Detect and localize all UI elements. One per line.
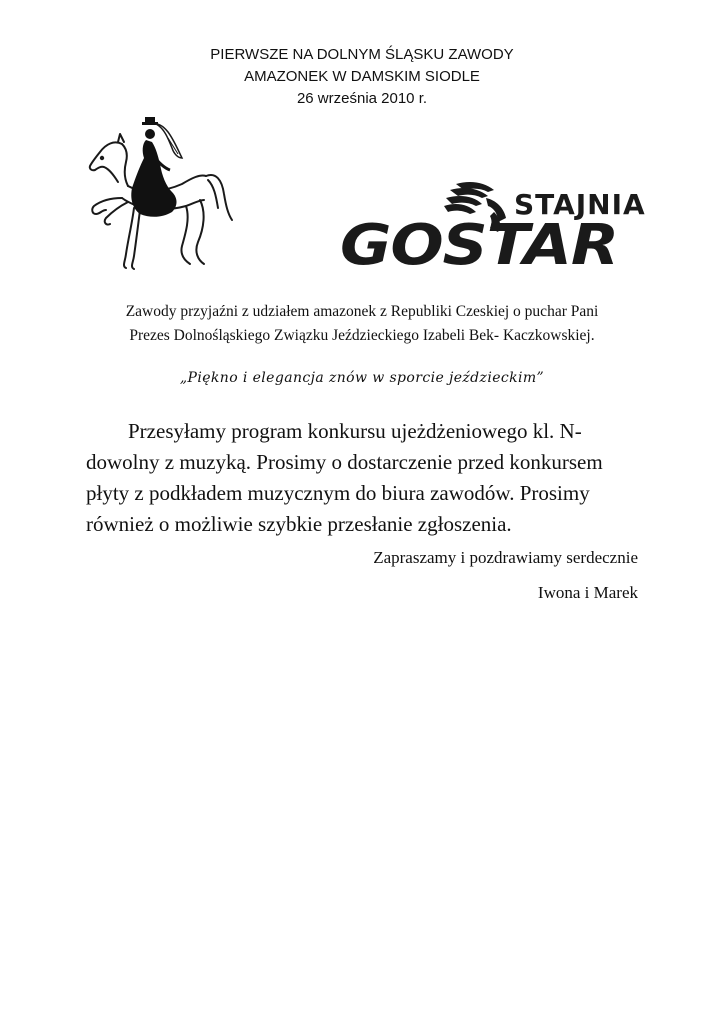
closing-signature: Iwona i Marek <box>537 583 638 602</box>
body-line-1: Przesyłamy program konkursu ujeżdżeniowego kl. N- <box>128 419 582 443</box>
document-header <box>0 44 724 110</box>
stajnia-wordmark: STAJNIA <box>514 188 646 221</box>
gostar-wordmark: GOSTAR <box>340 213 619 278</box>
stajnia-gostar-logo <box>338 178 646 278</box>
intro-line-2: Prezes Dolnośląskiego Związku Jeździeckiego Izabeli Bek- Kaczkowskiej. <box>129 327 595 344</box>
closing-greeting: Zapraszamy i pozdrawiamy serdecznie <box>373 548 638 567</box>
body-line-4: również o możliwie szybkie przesłanie zgłoszenia. <box>86 512 512 536</box>
body-line-3: płyty z podkładem muzycznym do biura zawodów. Prosimy <box>86 481 590 505</box>
body-paragraph <box>86 416 646 540</box>
intro-paragraph <box>70 300 654 348</box>
header-line-2: AMAZONEK W DAMSKIM SIODLE <box>244 68 480 85</box>
motto: „Piękno i elegancja znów w sporcie jeździeckim” <box>179 370 545 386</box>
body-line-2: dowolny z muzyką. Prosimy o dostarczenie przed konkursem <box>86 450 603 474</box>
header-line-3: 26 września 2010 r. <box>296 90 428 107</box>
horse-rider-icon <box>82 114 238 274</box>
header-line-1: PIERWSZE NA DOLNYM ŚLĄSKU ZAWODY <box>210 46 514 63</box>
closing <box>373 540 638 610</box>
intro-line-1: Zawody przyjaźni z udziałem amazonek z Republiki Czeskiej o puchar Pani <box>125 303 599 320</box>
